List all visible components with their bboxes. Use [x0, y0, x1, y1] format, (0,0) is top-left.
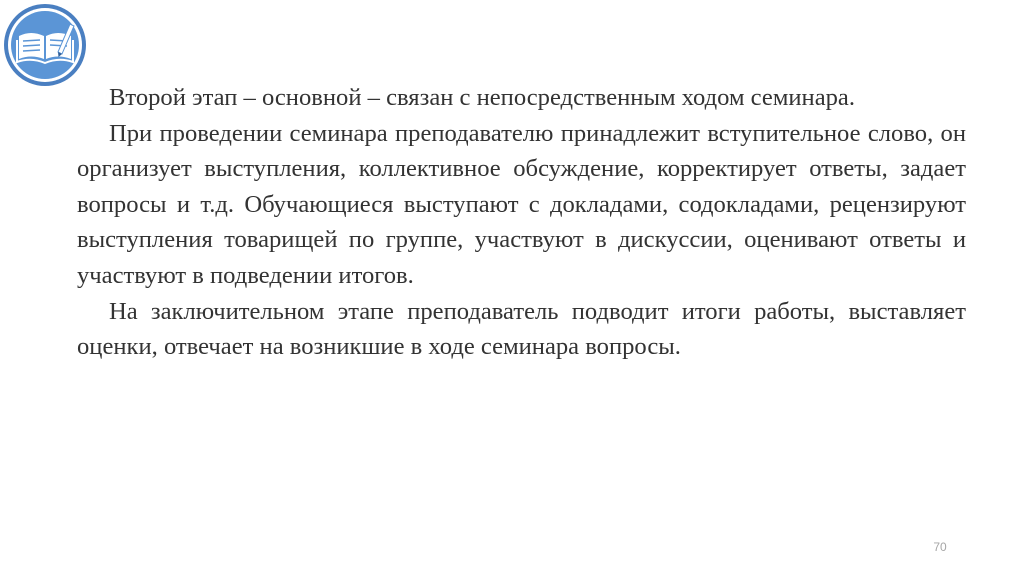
- open-book-pen-icon: [3, 3, 87, 87]
- slide-body: [77, 80, 966, 365]
- paragraph-final-stage: На заключительном этапе преподаватель подводит итоги работы, выставляет оценки, отвечает на возникшие в ходе семинара вопросы.: [77, 297, 966, 361]
- paragraph-teacher-role: При проведении семинара преподавателю принадлежит вступительное слово, он организует выступления, коллективное обсуждение, корректирует ответы, задает вопросы и т.д. Обучающиеся выступают с докладами, содокладами, рецензируют выступления товарищей по группе, участвуют в дискуссии, оценивают ответы и участвуют в подведении итогов.: [77, 119, 966, 289]
- page-number: 70: [933, 540, 947, 554]
- logo: [3, 3, 87, 87]
- paragraph-main-stage: Второй этап – основной – связан с непосредственным ходом семинара.: [109, 84, 855, 111]
